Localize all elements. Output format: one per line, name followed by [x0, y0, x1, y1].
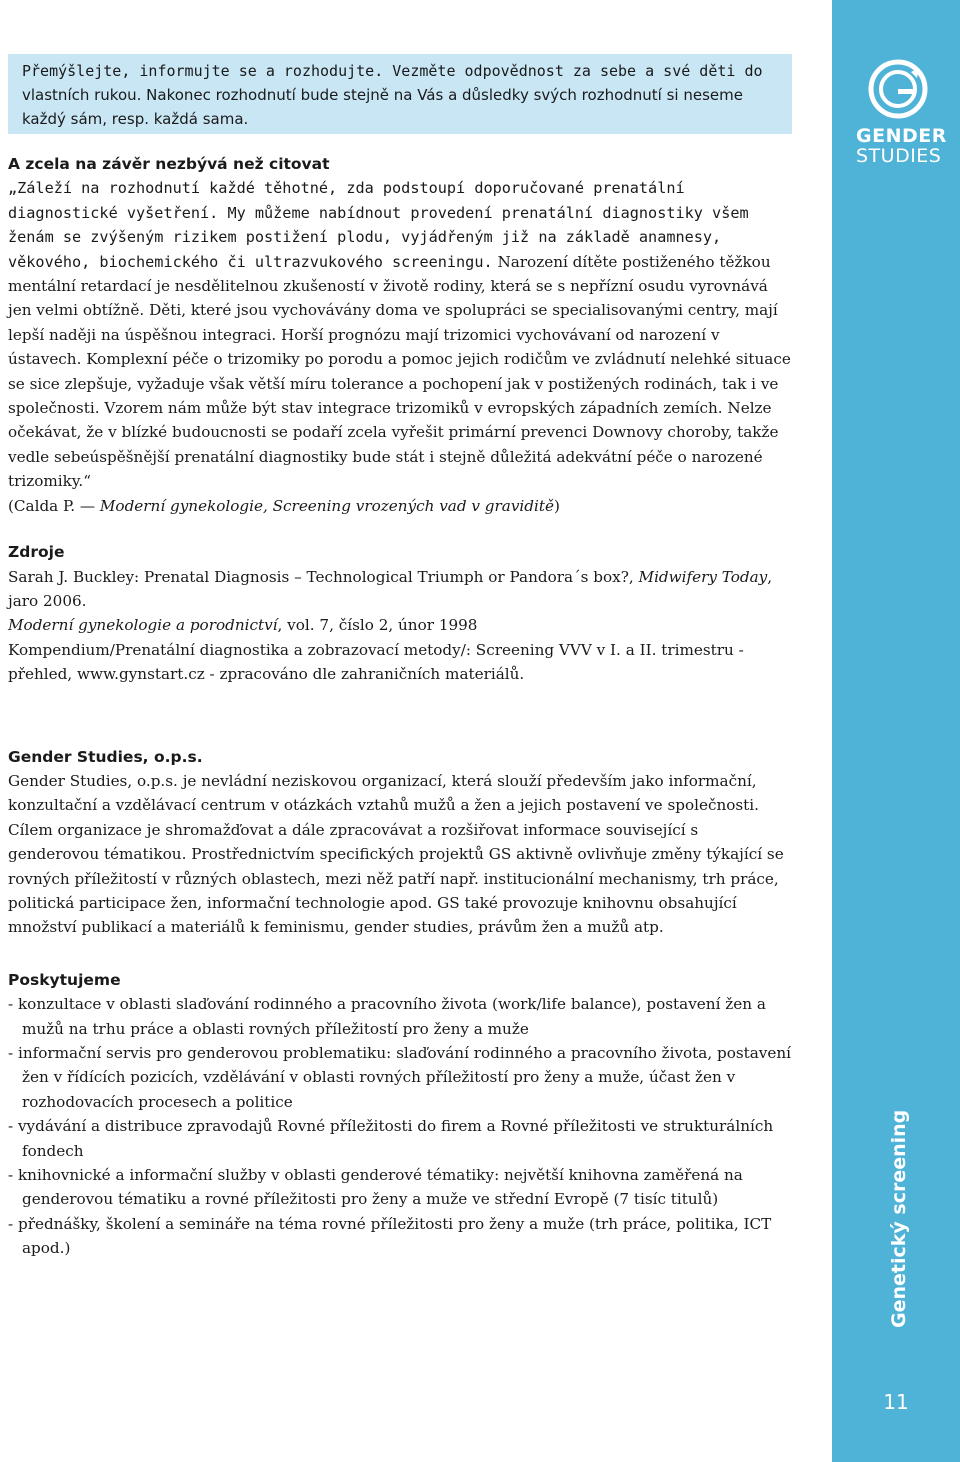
list-item: - konzultace v oblasti slaďování rodinného a pracovního života (work/life balance), postavení žen a mužů na trhu práce a oblasti rovných příležitostí pro ženy a muže — [8, 992, 792, 1041]
list-item: - knihovnické a informační služby v oblasti genderové tématiky: největší knihovna zaměřená na genderovou tématiku a rovné příležitosti pro ženy a muže ve střední Evropě (7 tisíc titulů) — [8, 1163, 792, 1212]
quote-part-1: „Záleží na rozhodnutí každé těhotné, zda podstoupí doporučované prenatální diagnostické vyšetření. My můžeme nabídnout provedení prenatální diagnostiky všem ženám se zvýšeným rizikem postižení plodu, vyjádřeným již na základě anamnesy, věkového, biochemického či ultrazvukového screeningu. — [8, 179, 749, 271]
citation-title: Moderní gynekologie, Screening vrozených vad v graviditě — [99, 496, 554, 515]
source-item-2 — [8, 613, 792, 637]
conclusion-quote — [8, 176, 792, 493]
source-2-title: Moderní gynekologie a porodnictví — [8, 616, 278, 635]
callout-text-1: Přemýšlejte, informujte se a rozhodujte. Vezměte odpovědnost za sebe a své děti do — [22, 62, 763, 80]
quote-citation — [8, 494, 792, 518]
services-list — [8, 992, 792, 1260]
list-item: - informační servis pro genderovou problematiku: slaďování rodinného a pracovního života, postavení žen v řídících pozicích, vzdělávání v oblasti rovných příležitostí pro ženy a muže, účast žen v rozhodovacích procesech a politice — [8, 1041, 792, 1114]
main-content — [8, 152, 792, 1261]
gender-studies-logo-icon — [867, 58, 929, 120]
org-heading: Gender Studies, o.p.s. — [8, 747, 203, 766]
quote-part-2: Narození dítěte postiženého těžkou mentální retardací je nesdělitelnou zkušeností v životě rodiny, která se s nepřízní osudu vyrovnává jen velmi obtížně. Děti, které jsou vychovávány doma ve spolupráci se specialisovanými centry, mají lepší naději na úspěšnou integraci. Horší prognózu mají trizomici vychovávaní od narození v ústavech. Komplexní péče o trizomiky po porodu a pomoc jejich rodičům ve zvládnutí nelehké situace se sice zlepšuje, vyžaduje však větší míru tolerance a pochopení jak v postižených rodinách, tak i ve společnosti. Vzorem nám může být stav integrace trizomiků v evropských západních zemích. Nelze očekávat, že v blízké budoucnosti se podaří zcela vyřešit primární prevenci Downovy choroby, takže vedle sebeúspěšnější prenatální diagnostiky bude stát i stejně důležitá adekvátní péče o narozené trizomiky.“ — [8, 252, 791, 491]
conclusion-heading: A zcela na závěr nezbývá než citovat — [8, 155, 330, 173]
list-item: - přednášky, školení a semináře na téma rovné příležitosti pro ženy a muže (trh práce, politika, ICT apod.) — [8, 1212, 792, 1261]
source-1-text: Sarah J. Buckley: Prenatal Diagnosis – Technological Triumph or Pandora´s box?, — [8, 567, 639, 586]
org-description: Gender Studies, o.p.s. je nevládní neziskovou organizací, která slouží především jako informační, konzultační a vzdělávací centrum v otázkách vztahů mužů a žen a jejich postavení ve společnosti. Cílem organizace je shromažďovat a dále zpracovávat a rozšiřovat informace související s genderovou tématikou. Prostřednictvím specifických projektů GS aktivně ovlivňuje změny týkající se rovných příležitostí v různých oblastech, mezi něž patří např. institucionální mechanismy, trh práce, politická participace žen, informační technologie apod. GS také provozuje knihovnu obsahující množství publikací a materiálů k feminismu, gender studies, právům žen a mužů atp. — [8, 771, 784, 937]
services-heading: Poskytujeme — [8, 970, 121, 989]
source-item-3: Kompendium/Prenatální diagnostika a zobrazovací metody/: Screening VVV v I. a II. trimestru - přehled, www.gynstart.cz - zpracováno dle zahraničních materiálů. — [8, 640, 744, 684]
logo-word-studies: STUDIES — [856, 145, 942, 167]
citation-end: ) — [553, 496, 560, 515]
callout-box — [8, 54, 792, 134]
source-1-journal: Midwifery Today — [638, 567, 768, 586]
section-title-vertical: Genetický screening — [888, 1109, 910, 1328]
logo-word-gender: GENDER — [856, 125, 947, 147]
list-item: - vydávání a distribuce zpravodajů Rovné příležitosti do firem a Rovné příležitosti ve strukturálních fondech — [8, 1114, 792, 1163]
source-item-1 — [8, 565, 792, 614]
gender-studies-logo — [856, 58, 947, 167]
callout-text-2: vlastních rukou. Nakonec rozhodnutí bude stejně na Vás a důsledky svých rozhodnutí si neseme každý sám, resp. každá sama. — [22, 86, 743, 128]
source-1-rest: , jaro 2006. — [8, 567, 773, 610]
citation-author: (Calda P. — — [8, 496, 100, 515]
sources-heading: Zdroje — [8, 543, 65, 562]
source-2-rest: , vol. 7, číslo 2, únor 1998 — [277, 616, 478, 635]
page-number: 11 — [883, 1390, 909, 1414]
